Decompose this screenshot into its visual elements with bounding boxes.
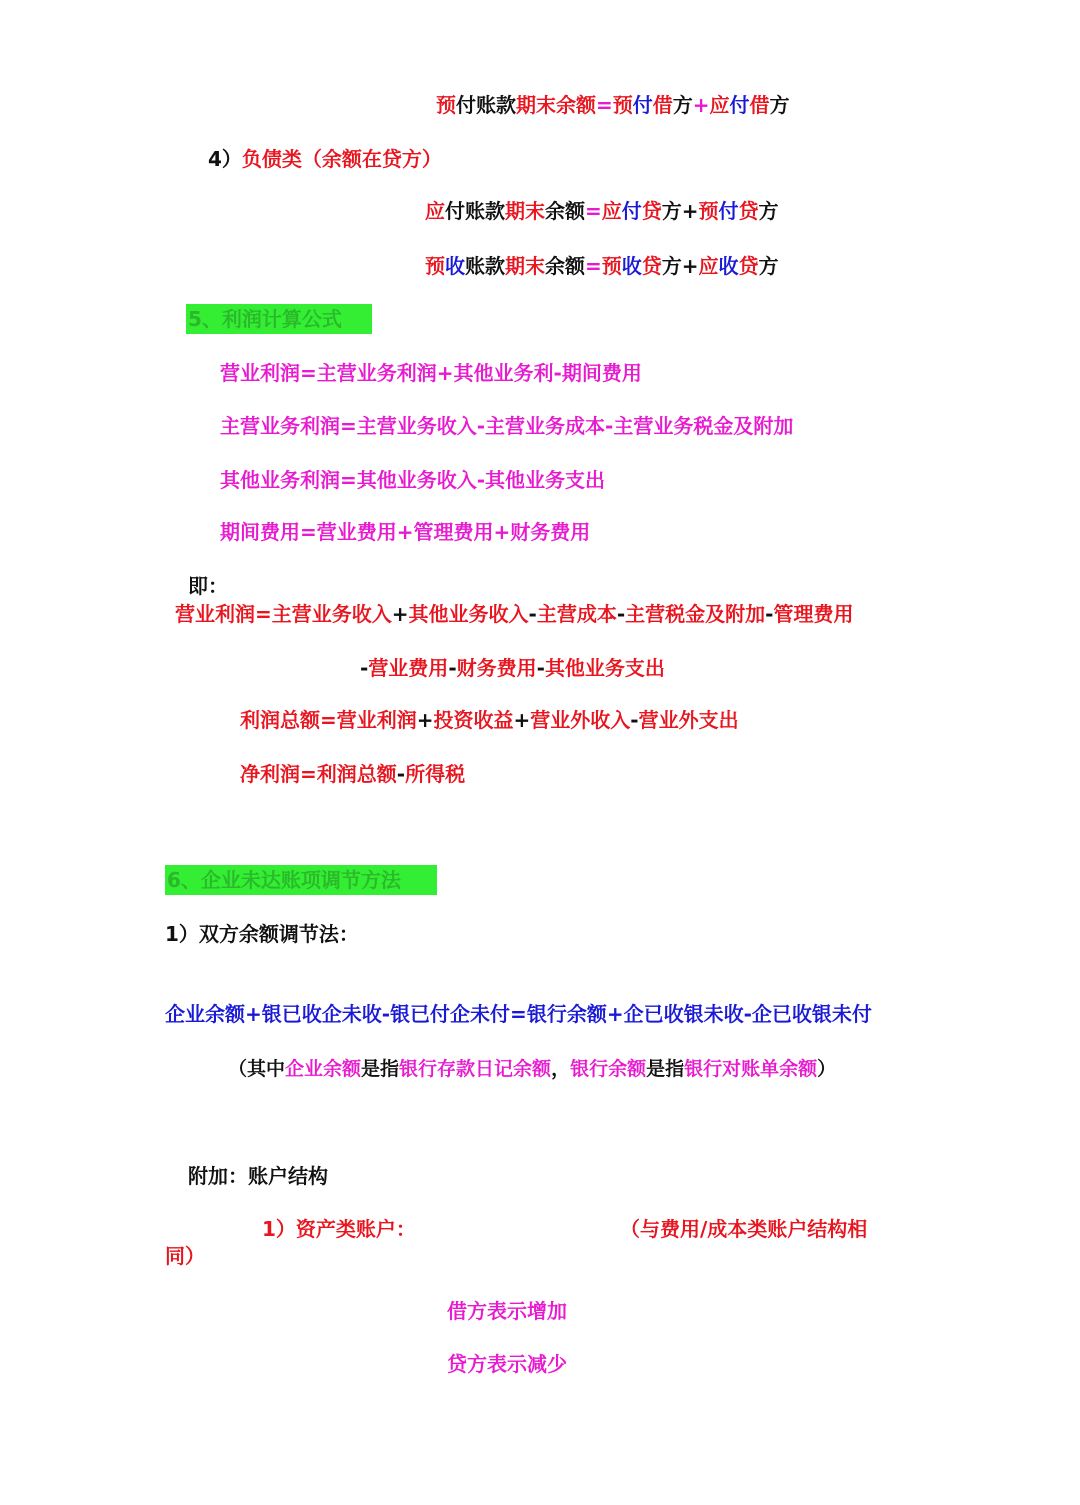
text-segment: 4）	[208, 147, 242, 171]
text-segment: 期末	[505, 254, 545, 278]
text-segment: ，	[551, 1058, 571, 1080]
text-segment: 应	[698, 254, 719, 278]
text-segment: 负债类（余额在贷方）	[241, 147, 442, 171]
text-segment: 主营税金及附加	[625, 602, 766, 626]
text-segment: 1）资产类账户：	[262, 1217, 416, 1241]
formula-balance-reconciliation	[165, 1000, 872, 1028]
text-segment: 应	[709, 93, 730, 117]
text-segment: +	[681, 199, 699, 223]
text-segment: +	[681, 254, 699, 278]
text-segment: -	[765, 602, 774, 626]
appendix-heading	[188, 1162, 328, 1190]
text-segment: 银行对账单余额	[684, 1058, 818, 1080]
asset-account-note-cont	[165, 1242, 205, 1270]
text-segment: 营业利润=主营业务利润+其他业务利-期间费用	[220, 361, 642, 385]
text-segment: 是指	[361, 1058, 400, 1080]
text-segment: 付	[621, 199, 642, 223]
text-segment: 预	[612, 93, 633, 117]
text-segment: -	[630, 708, 639, 732]
text-segment: =	[585, 199, 602, 223]
text-segment: 银行存款日记余额	[399, 1058, 552, 1080]
text-segment: 收	[621, 254, 642, 278]
text-segment: 5、利润计算公式	[188, 307, 342, 331]
method-1-heading	[165, 920, 359, 948]
formula-operating-profit-expanded	[175, 600, 853, 628]
text-segment: 即：	[188, 574, 228, 598]
formula-advance-receipt-balance	[425, 252, 779, 280]
formula-main-business-profit	[220, 412, 793, 440]
text-segment: 管理费用	[773, 602, 854, 626]
text-segment: 应	[425, 199, 445, 223]
text-segment: 期末余额	[516, 93, 596, 117]
text-segment: 方	[758, 199, 779, 223]
text-segment: 投资收益	[433, 708, 514, 732]
text-segment: 余额	[545, 254, 585, 278]
text-segment: 主营成本	[536, 602, 617, 626]
text-segment: 所得税	[405, 762, 466, 786]
text-segment: 付	[718, 199, 739, 223]
formula-prepaid-balance	[436, 91, 790, 119]
text-segment: ）	[817, 1058, 837, 1080]
text-segment: 期末	[505, 199, 545, 223]
formula-net-profit	[240, 760, 465, 788]
text-segment: 账款	[465, 254, 505, 278]
text-segment: 净利润=利润总额	[240, 762, 397, 786]
section-5-title	[188, 305, 342, 333]
text-segment: 利润总额=营业利润	[240, 708, 417, 732]
text-segment: 借	[749, 93, 770, 117]
text-segment: 营业利润=主营业务收入	[175, 602, 392, 626]
text-segment: 财务费用	[456, 656, 537, 680]
text-segment: 借方表示增加	[447, 1299, 567, 1323]
text-segment: 收	[718, 254, 739, 278]
text-segment: 贷	[738, 199, 759, 223]
credit-decrease	[447, 1350, 567, 1378]
text-segment: 贷	[641, 254, 662, 278]
text-segment: （与费用/成本类账户结构相	[620, 1217, 868, 1241]
text-segment: +	[513, 708, 531, 732]
formula-period-expense	[220, 518, 590, 546]
text-segment: 贷	[641, 199, 662, 223]
text-segment: 主营业务利润=主营业务收入-主营业务成本-主营业务税金及附加	[220, 414, 794, 438]
text-segment: -	[536, 656, 545, 680]
text-segment: 方	[661, 254, 682, 278]
formula-other-business-profit	[220, 466, 605, 494]
text-segment: 期间费用=营业费用+管理费用+财务费用	[220, 520, 591, 544]
label-ie	[188, 572, 228, 600]
text-segment: +	[416, 708, 434, 732]
text-segment: +	[692, 93, 710, 117]
text-segment: 1）双方余额调节法：	[165, 922, 359, 946]
text-segment: 其他业务利润=其他业务收入-其他业务支出	[220, 468, 606, 492]
text-segment: 付账款	[445, 199, 505, 223]
text-segment: 付	[729, 93, 750, 117]
text-segment: 营业费用	[368, 656, 449, 680]
text-segment: 其他业务收入	[408, 602, 529, 626]
text-segment: 是指	[646, 1058, 685, 1080]
text-segment: -	[360, 656, 369, 680]
asset-account-heading	[262, 1215, 416, 1243]
section-6-title	[167, 866, 401, 894]
text-segment: 方	[672, 93, 693, 117]
text-segment: 方	[758, 254, 779, 278]
text-segment: -	[616, 602, 626, 626]
text-segment: 应	[601, 199, 622, 223]
text-segment: =	[585, 254, 602, 278]
asset-account-note	[620, 1215, 867, 1243]
text-segment: -	[396, 762, 406, 786]
text-segment: 预	[436, 93, 456, 117]
text-segment: 借	[652, 93, 673, 117]
text-segment: 营业外收入	[530, 708, 631, 732]
text-segment: 预	[601, 254, 622, 278]
section-4-heading	[208, 145, 442, 173]
text-segment: 付账款	[456, 93, 516, 117]
text-segment: 方	[661, 199, 682, 223]
text-segment: 其他业务支出	[544, 656, 665, 680]
debit-increase	[447, 1297, 567, 1325]
text-segment: 6、企业未达账项调节方法	[167, 868, 401, 892]
text-segment: 企业余额	[285, 1058, 362, 1080]
text-segment: 附加：账户结构	[188, 1164, 328, 1188]
text-segment: 营业外支出	[638, 708, 739, 732]
text-segment: 贷方表示减少	[447, 1352, 567, 1376]
note-balance-definitions	[228, 1055, 836, 1083]
text-segment: +	[391, 602, 409, 626]
text-segment: 方	[769, 93, 790, 117]
text-segment: -	[448, 656, 457, 680]
text-segment: 同）	[165, 1244, 205, 1268]
text-segment: =	[596, 93, 613, 117]
formula-operating-profit-continued	[360, 654, 665, 682]
text-segment: 预	[698, 199, 719, 223]
text-segment: 收	[445, 254, 465, 278]
text-segment: -	[528, 602, 537, 626]
text-segment: 付	[632, 93, 653, 117]
text-segment: 企业余额+银已收企未收-银已付企未付=银行余额+企已收银未收-企已收银未付	[165, 1002, 872, 1026]
text-segment: （其中	[228, 1058, 286, 1080]
text-segment: 贷	[738, 254, 759, 278]
formula-payable-balance	[425, 197, 779, 225]
text-segment: 银行余额	[570, 1058, 647, 1080]
formula-total-profit	[240, 706, 739, 734]
text-segment: 预	[425, 254, 445, 278]
formula-operating-profit	[220, 359, 642, 387]
text-segment: 余额	[545, 199, 585, 223]
